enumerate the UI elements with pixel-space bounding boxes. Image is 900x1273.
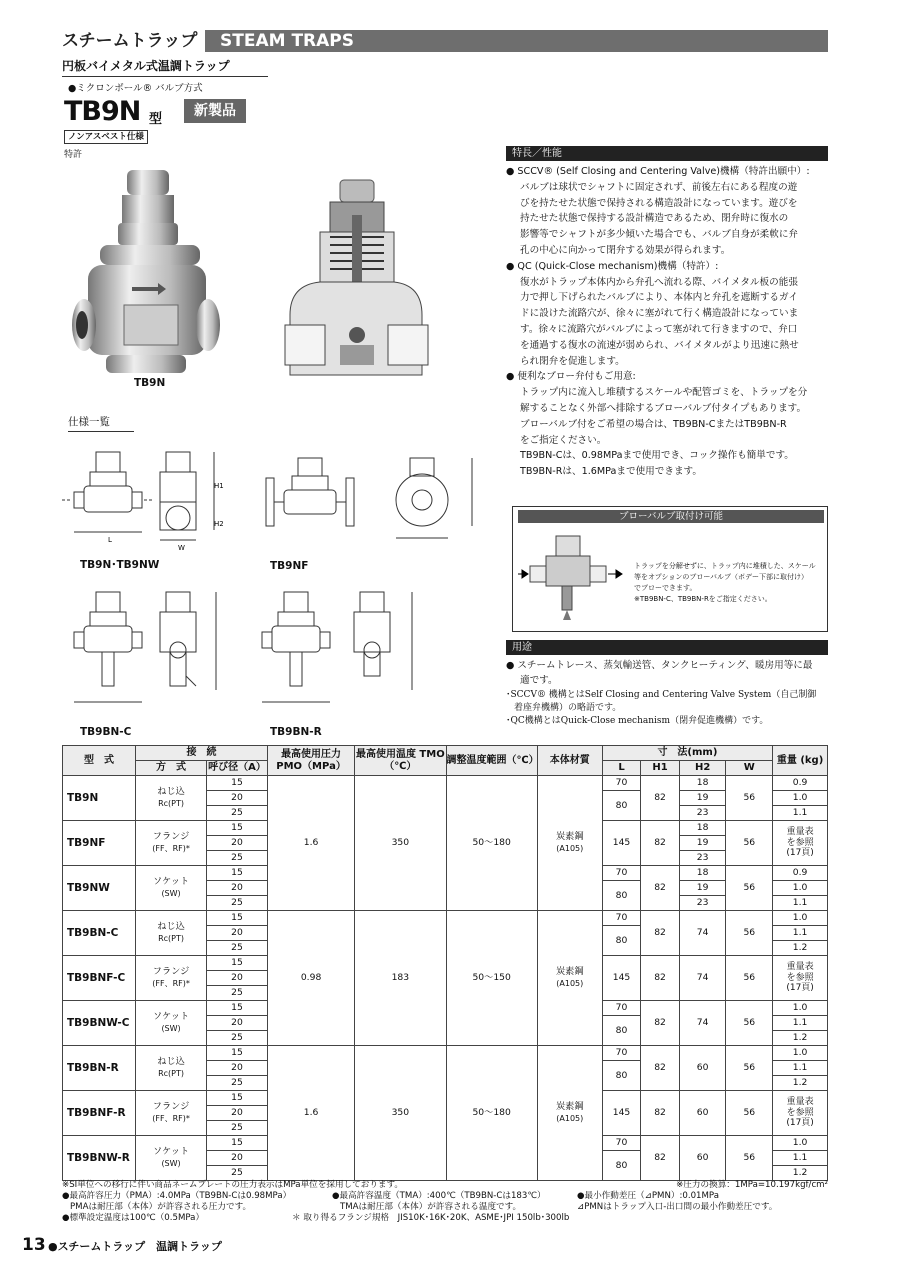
th-material: 本体材質	[537, 746, 602, 776]
model-name: TB9N	[64, 96, 141, 127]
weight-note-line: を参照	[786, 837, 814, 848]
cell-w: 56	[726, 911, 773, 956]
method-label: フランジ	[152, 1101, 190, 1112]
cell-size: 25	[207, 1076, 268, 1091]
cell-weight: 1.0	[773, 791, 828, 806]
method-sub: Rc(PT)	[158, 1069, 185, 1078]
cell-size: 25	[207, 1166, 268, 1181]
valve-type: ●ミクロンボール® バルブ方式	[68, 83, 203, 94]
cell-range: 50～180	[446, 1046, 537, 1181]
cell-l: 80	[602, 881, 641, 911]
cell-h1: 82	[641, 1001, 680, 1046]
cell-l: 70	[602, 776, 641, 791]
material-label: 炭素鋼	[555, 831, 584, 842]
method-label: ソケット	[152, 1146, 190, 1157]
cell-size: 15	[207, 1046, 268, 1061]
blow-note-line: でブローできます。	[634, 584, 697, 592]
method-label: ねじ込	[157, 786, 185, 797]
drawing-tb9bn-r	[262, 592, 412, 702]
cell-model: TB9BNW-C	[63, 1001, 136, 1046]
cell-material	[537, 1046, 602, 1181]
cell-size: 25	[207, 851, 268, 866]
feature-line: 復水がトラップ本体内から弁孔へ流れる際、バイメタル板の能張	[520, 276, 798, 288]
cell-w: 56	[726, 1046, 773, 1091]
usage-notes	[506, 689, 828, 728]
cell-weight: 1.1	[773, 1016, 828, 1031]
cell-w: 56	[726, 1001, 773, 1046]
cell-weight: 1.1	[773, 806, 828, 821]
material-sub: (A105)	[556, 844, 584, 853]
footnote-si: ※SI単位への移行に伴い商品ネームプレートの圧力表示はMPa単位を採用しております。	[62, 1180, 404, 1190]
feature-line: 孔の中心に向かって閉弁する効果が得られます。	[520, 244, 731, 256]
blow-valve-note	[634, 561, 826, 605]
method-sub: (FF、RF)*	[152, 844, 190, 853]
cell-pmo: 0.98	[267, 911, 354, 1046]
feature-line: 影響等でシャフトが多少傾いた場合でも、バルブ自身が柔軟に弁	[520, 229, 799, 241]
cell-size: 15	[207, 776, 268, 791]
cell-h2: 23	[679, 896, 726, 911]
table-row	[63, 776, 828, 791]
th-h2: H2	[679, 761, 726, 776]
cell-h2: 74	[679, 1001, 726, 1046]
features-title: 特長／性能	[506, 146, 828, 161]
cell-method	[136, 866, 207, 911]
cell-h1: 82	[641, 1091, 680, 1136]
footnote-std: ●標準設定温度は100℃（0.5MPa）	[62, 1213, 205, 1223]
cell-range: 50～150	[446, 911, 537, 1046]
cell-w: 56	[726, 821, 773, 866]
cell-h1: 82	[641, 956, 680, 1001]
blow-note-line: 等をオプションのブローバルブ（ボデー下部に取付け）	[634, 573, 809, 581]
cell-size: 25	[207, 986, 268, 1001]
cell-method	[136, 821, 207, 866]
method-label: フランジ	[152, 966, 190, 977]
cell-size: 25	[207, 941, 268, 956]
cell-model: TB9N	[63, 776, 136, 821]
cell-weight: 1.0	[773, 1001, 828, 1016]
th-w: W	[726, 761, 773, 776]
cell-w: 56	[726, 1136, 773, 1181]
feature-line: 持たせた状態で保持する設計構造であるため、閉弁時に復水の	[520, 213, 789, 225]
footnote-conv: ※圧力の換算：1MPa=10.197kgf/cm²	[676, 1180, 828, 1190]
footnote-pmn: ●最小作動差圧（⊿PMN）:0.01MPa	[577, 1191, 719, 1201]
cell-method	[136, 1091, 207, 1136]
cell-method	[136, 1046, 207, 1091]
th-model: 型 式	[63, 746, 136, 776]
header-jp: スチームトラップ	[62, 30, 205, 52]
usage-note: 着座弁機構）の略語です。	[514, 703, 622, 713]
diagram-caption: TB9BN-C	[80, 726, 132, 738]
weight-note-line: 重量表	[786, 827, 814, 838]
cell-size: 15	[207, 956, 268, 971]
usage-line: 適です。	[520, 675, 558, 686]
method-sub: (SW)	[161, 889, 181, 898]
usage-title: 用途	[506, 640, 828, 655]
feature-line: られ閉弁を促進します。	[520, 355, 625, 367]
th-pmo: 最高使用圧力 PMO（MPa）	[267, 746, 354, 776]
cell-weight: 1.1	[773, 926, 828, 941]
cell-range: 50～180	[446, 776, 537, 911]
cell-l: 70	[602, 866, 641, 881]
footer-text: ●スチームトラップ 温調トラップ	[48, 1240, 222, 1253]
footnote-tma: ●最高許容温度（TMA）:400℃（TB9BN-Cは183℃）	[332, 1191, 546, 1201]
cell-weight: 1.2	[773, 1166, 828, 1181]
cell-l: 80	[602, 1016, 641, 1046]
feature-line: バルブは球状でシャフトに固定されず、前後左右にある程度の遊	[520, 181, 798, 193]
cell-l: 70	[602, 1136, 641, 1151]
cell-h2: 23	[679, 851, 726, 866]
cell-size: 15	[207, 866, 268, 881]
dim-label-h2: H2	[214, 520, 224, 528]
cell-method	[136, 1136, 207, 1181]
feature-line: ● SCCV® (Self Closing and Centering Valve)機構（特許出願中）:	[506, 166, 810, 177]
table-row	[63, 1046, 828, 1061]
cell-h1: 82	[641, 911, 680, 956]
method-label: ねじ込	[157, 1056, 185, 1067]
cell-weight: 1.0	[773, 1136, 828, 1151]
feature-line: TB9BN-Cは、0.98MPaまで使用でき、コック操作も簡単です。	[520, 450, 794, 462]
cell-l: 80	[602, 1061, 641, 1091]
cell-l: 80	[602, 791, 641, 821]
cell-model: TB9BN-C	[63, 911, 136, 956]
cutaway-photo	[280, 175, 430, 395]
cell-size: 20	[207, 881, 268, 896]
cell-size: 20	[207, 791, 268, 806]
diagram-caption: TB9BN-R	[270, 726, 322, 738]
cell-weight: 0.9	[773, 866, 828, 881]
cell-tmo: 350	[355, 1046, 446, 1181]
cell-h1: 82	[641, 1046, 680, 1091]
nonasbestos-label: ノンアスベスト仕様	[64, 130, 148, 144]
cell-w: 56	[726, 1091, 773, 1136]
footnote-pma2: PMAは耐圧部（本体）が許容される圧力です。	[70, 1202, 252, 1212]
cell-l: 70	[602, 911, 641, 926]
th-weight: 重量 (kg)	[773, 746, 828, 776]
th-dimensions: 寸 法(mm)	[602, 746, 772, 761]
product-subtitle: 円板バイメタル式温調トラップ	[62, 57, 268, 77]
cell-l: 70	[602, 1001, 641, 1016]
cell-h1: 82	[641, 866, 680, 911]
cell-weight-note	[773, 821, 828, 866]
cell-size: 15	[207, 1001, 268, 1016]
model-suffix: 型	[149, 112, 163, 127]
features-text	[506, 164, 828, 480]
th-connection: 接 続	[136, 746, 268, 761]
drawing-tb9n	[62, 452, 214, 540]
feature-line: びを持たせた状態で保持される構造設計になっています。遊びを	[520, 197, 798, 209]
cell-size: 20	[207, 1151, 268, 1166]
photo-caption: TB9N	[134, 377, 166, 389]
cell-weight-note	[773, 956, 828, 1001]
spec-list-title: 仕様一覧	[68, 414, 134, 432]
cell-h1: 82	[641, 821, 680, 866]
cell-size: 15	[207, 821, 268, 836]
method-sub: (SW)	[161, 1159, 181, 1168]
method-sub: Rc(PT)	[158, 934, 185, 943]
weight-note-line: 重量表	[786, 1097, 814, 1108]
footnote-pma: ●最高許容圧力（PMA）:4.0MPa（TB9BN-Cは0.98MPa）	[62, 1191, 292, 1201]
cell-material	[537, 776, 602, 911]
cell-tmo: 183	[355, 911, 446, 1046]
usage-text	[506, 658, 828, 673]
cell-size: 25	[207, 1031, 268, 1046]
cell-size: 20	[207, 926, 268, 941]
material-label: 炭素鋼	[555, 1101, 584, 1112]
cell-l: 145	[602, 821, 641, 866]
method-sub: (SW)	[161, 1024, 181, 1033]
weight-note-line: (17頁)	[786, 983, 814, 994]
weight-note-line: (17頁)	[786, 1118, 814, 1129]
weight-note-line: 重量表	[786, 962, 814, 973]
cell-l: 80	[602, 926, 641, 956]
dim-label-w: W	[178, 544, 185, 552]
cell-weight: 1.0	[773, 1046, 828, 1061]
cell-method	[136, 776, 207, 821]
cell-model: TB9BNF-R	[63, 1091, 136, 1136]
cell-h1: 82	[641, 1136, 680, 1181]
feature-line: 力で押し下げられたバルブにより、本体内と弁孔を遮断するガイ	[520, 292, 798, 304]
cell-h2: 23	[679, 806, 726, 821]
footnotes	[62, 1180, 828, 1224]
usage-note: ･QC機構とはQuick-Close mechanism（閉弁促進機構）です。	[506, 716, 769, 726]
blow-note-line: ※TB9BN-C、TB9BN-Rをご指定ください。	[634, 595, 772, 603]
dim-label-l: L	[108, 536, 112, 544]
cell-size: 15	[207, 1136, 268, 1151]
cell-l: 80	[602, 1151, 641, 1181]
drawing-tb9bn-c	[74, 592, 216, 702]
method-label: ソケット	[152, 1011, 190, 1022]
cell-weight: 1.2	[773, 1076, 828, 1091]
cell-h2: 74	[679, 956, 726, 1001]
cell-weight-note	[773, 1091, 828, 1136]
feature-line: をご指定ください。	[520, 434, 607, 446]
cell-model: TB9BNF-C	[63, 956, 136, 1001]
cell-model: TB9NW	[63, 866, 136, 911]
footnote-flange: ＊ 取り得るフランジ規格 JIS10K･16K･20K、ASME･JPI 150lb･300lb	[292, 1213, 570, 1223]
footnote-tma2: TMAは耐圧部（本体）が許容される温度です。	[340, 1202, 522, 1212]
material-sub: (A105)	[556, 1114, 584, 1123]
cell-size: 20	[207, 1106, 268, 1121]
cell-size: 25	[207, 806, 268, 821]
th-l: L	[602, 761, 641, 776]
cell-l: 145	[602, 1091, 641, 1136]
cell-weight: 0.9	[773, 776, 828, 791]
dimension-drawings	[62, 440, 502, 740]
cell-h2: 19	[679, 836, 726, 851]
cell-h1: 82	[641, 776, 680, 821]
weight-note-line: を参照	[786, 1107, 814, 1118]
cell-weight: 1.1	[773, 1151, 828, 1166]
feature-line: TB9BN-Rは、1.6MPaまで使用できます。	[520, 466, 702, 478]
usage-line: ● スチームトレース、蒸気輸送管、タンクヒーティング、暖房用等に最	[506, 660, 813, 671]
method-sub: (FF、RF)*	[152, 979, 190, 988]
drawing-tb9nf	[266, 458, 472, 538]
cell-size: 20	[207, 836, 268, 851]
cell-size: 25	[207, 896, 268, 911]
cell-size: 15	[207, 911, 268, 926]
cell-weight: 1.1	[773, 1061, 828, 1076]
feature-line: ● QC (Quick-Close mechanism)機構（特許）:	[506, 260, 719, 272]
feature-line: す。徐々に流路穴がバルブによって塞がれて行きますので、弁口	[520, 323, 798, 335]
cell-size: 20	[207, 971, 268, 986]
blow-note-line: トラップを分解せずに、トラップ内に堆積した、スケール	[634, 562, 816, 570]
table-row	[63, 911, 828, 926]
cell-method	[136, 1001, 207, 1046]
diagram-caption: TB9NF	[270, 560, 309, 572]
spec-table-body	[63, 776, 828, 1181]
cell-weight: 1.0	[773, 911, 828, 926]
feature-line: を通過する復水の流速が弱められ、バイメタルがより迅速に熱せ	[520, 339, 799, 351]
cell-h2: 18	[679, 866, 726, 881]
th-range: 調整温度範囲（℃）	[446, 746, 537, 776]
patent-label: 特許	[64, 150, 83, 160]
method-label: ソケット	[152, 876, 190, 887]
feature-line: ドに設けた流路穴が、徐々に塞がれて行く構造設計になっていま	[520, 308, 799, 320]
cell-w: 56	[726, 956, 773, 1001]
page-number: 13	[22, 1235, 46, 1255]
cell-weight: 1.2	[773, 1031, 828, 1046]
cell-h2: 18	[679, 821, 726, 836]
cell-h2: 19	[679, 881, 726, 896]
cell-method	[136, 911, 207, 956]
cell-h2: 60	[679, 1046, 726, 1091]
weight-note-line: (17頁)	[786, 848, 814, 859]
cell-tmo: 350	[355, 776, 446, 911]
cell-model: TB9BNW-R	[63, 1136, 136, 1181]
feature-line: 解することなく外部へ排除するブローバルブ付タイプもあります。	[520, 402, 807, 414]
spec-table	[62, 745, 828, 1181]
new-product-badge: 新製品	[184, 99, 246, 123]
cell-h2: 19	[679, 791, 726, 806]
cell-size: 20	[207, 1061, 268, 1076]
cell-pmo: 1.6	[267, 776, 354, 911]
cell-weight: 1.0	[773, 881, 828, 896]
th-tmo: 最高使用温度 TMO（℃）	[355, 746, 446, 776]
material-label: 炭素鋼	[555, 966, 584, 977]
feature-line: ● 便利なブロー弁付もご用意:	[506, 371, 636, 383]
method-sub: (FF、RF)*	[152, 1114, 190, 1123]
blow-valve-diagram	[516, 528, 632, 628]
diagram-caption: TB9N･TB9NW	[80, 559, 160, 571]
th-size: 呼び径（A）	[207, 761, 268, 776]
feature-line: ブローバルブ付をご希望の場合は、TB9BN-CまたはTB9BN-R	[520, 418, 787, 430]
cell-method	[136, 956, 207, 1001]
cell-size: 25	[207, 1121, 268, 1136]
cell-pmo: 1.6	[267, 1046, 354, 1181]
valve-photo	[70, 165, 220, 395]
dim-label-h1: H1	[214, 482, 224, 490]
cell-h2: 60	[679, 1136, 726, 1181]
cell-l: 70	[602, 1046, 641, 1061]
cell-model: TB9NF	[63, 821, 136, 866]
cell-size: 15	[207, 1091, 268, 1106]
cell-weight: 1.2	[773, 941, 828, 956]
material-sub: (A105)	[556, 979, 584, 988]
cell-w: 56	[726, 776, 773, 821]
th-method: 方 式	[136, 761, 207, 776]
feature-line: トラップ内に流入し堆積するスケールや配管ゴミを、トラップを分	[520, 387, 808, 399]
cell-w: 56	[726, 866, 773, 911]
cell-h2: 18	[679, 776, 726, 791]
method-sub: Rc(PT)	[158, 799, 185, 808]
cell-l: 145	[602, 956, 641, 1001]
header-en: STEAM TRAPS	[220, 31, 354, 51]
usage-note: ･SCCV® 機構とはSelf Closing and Centering Valve System（自己制御	[506, 690, 817, 700]
cell-weight: 1.1	[773, 896, 828, 911]
weight-note-line: を参照	[786, 972, 814, 983]
method-label: フランジ	[152, 831, 190, 842]
th-h1: H1	[641, 761, 680, 776]
cell-model: TB9BN-R	[63, 1046, 136, 1091]
cell-size: 20	[207, 1016, 268, 1031]
cell-material	[537, 911, 602, 1046]
cell-h2: 60	[679, 1091, 726, 1136]
blow-valve-title: ブローバルブ取付け可能	[518, 510, 824, 523]
cell-h2: 74	[679, 911, 726, 956]
footnote-pmn2: ⊿PMNはトラップ入口-出口間の最小作動差圧です。	[577, 1202, 778, 1212]
method-label: ねじ込	[157, 921, 185, 932]
